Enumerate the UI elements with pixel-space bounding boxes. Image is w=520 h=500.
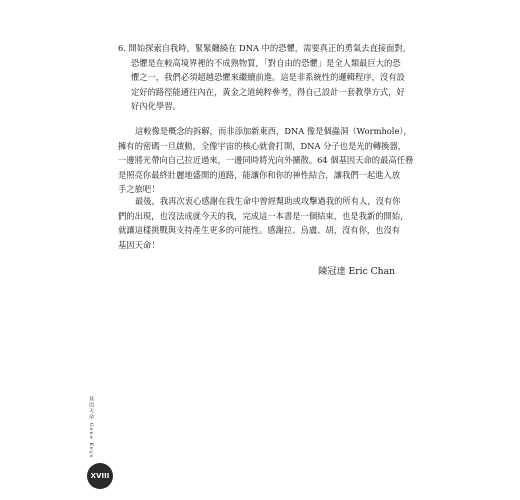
- list-item-line: 懼之一，我們必須超越恐懼來繼續前進。這是非系統性的邏輯程序，沒有設: [131, 72, 405, 83]
- page-number-badge: [87, 463, 113, 489]
- paragraph-line: 們的出現，也沒法成就今天的我，完成這一本書是一個結束，也是我新的開始，: [118, 210, 409, 221]
- paragraph-line: 一邊將光帶向自己拉近過來，一邊同時將光向外擴散。64 個基因天命的最高任務: [118, 155, 414, 166]
- paragraph-line: 基因天命！: [118, 239, 160, 250]
- paragraph-line: 是照亮你最終壯麗地盛開的道路，能讓你和你的神性結合，讓我們一起進入放: [118, 169, 401, 180]
- paragraph-line: 手之旅吧！: [118, 184, 160, 195]
- page-number: XVIII: [90, 472, 110, 480]
- running-header: 基因天命 Gene Keys: [88, 396, 94, 459]
- numbered-list-item: [118, 41, 411, 114]
- author-signature: 陳冠達 Eric Chan: [318, 266, 395, 277]
- paragraph: [118, 194, 409, 252]
- paragraph-line: 就讓這樣挑戰與支持產生更多的可能性。感謝拉、烏盧、胡，沒有你，也沒有: [118, 225, 401, 236]
- paragraph-line: 這較像是概念的拆解，而非添加新東西，DNA 像是個蟲洞（Wormhole），: [135, 126, 412, 136]
- list-item-line: 定好的路徑能通往內在，黃金之道純粹參考，得自己設計一套教學方式，好: [131, 86, 405, 97]
- paragraph-line: 擁有的密碼一旦啟動，全像宇宙的核心就會打開，DNA 分子也是光的轉換器，: [118, 140, 407, 151]
- paragraph-line: 最後，我再次衷心感謝在我生命中曾經幫助或攻擊過我的所有人，沒有你: [135, 196, 401, 206]
- list-item-line: 6. 開始探索自我時，緊緊纏繞在 DNA 中的恐懼，需要真正的勇氣去直接面對，: [118, 43, 411, 53]
- paragraph: [118, 124, 414, 197]
- list-item-line: 恐懼是在較高境界裡的不成熟物質，「對自由的恐懼」是全人類最巨大的恐: [131, 57, 401, 68]
- list-item-line: 好內化學習。: [131, 101, 181, 112]
